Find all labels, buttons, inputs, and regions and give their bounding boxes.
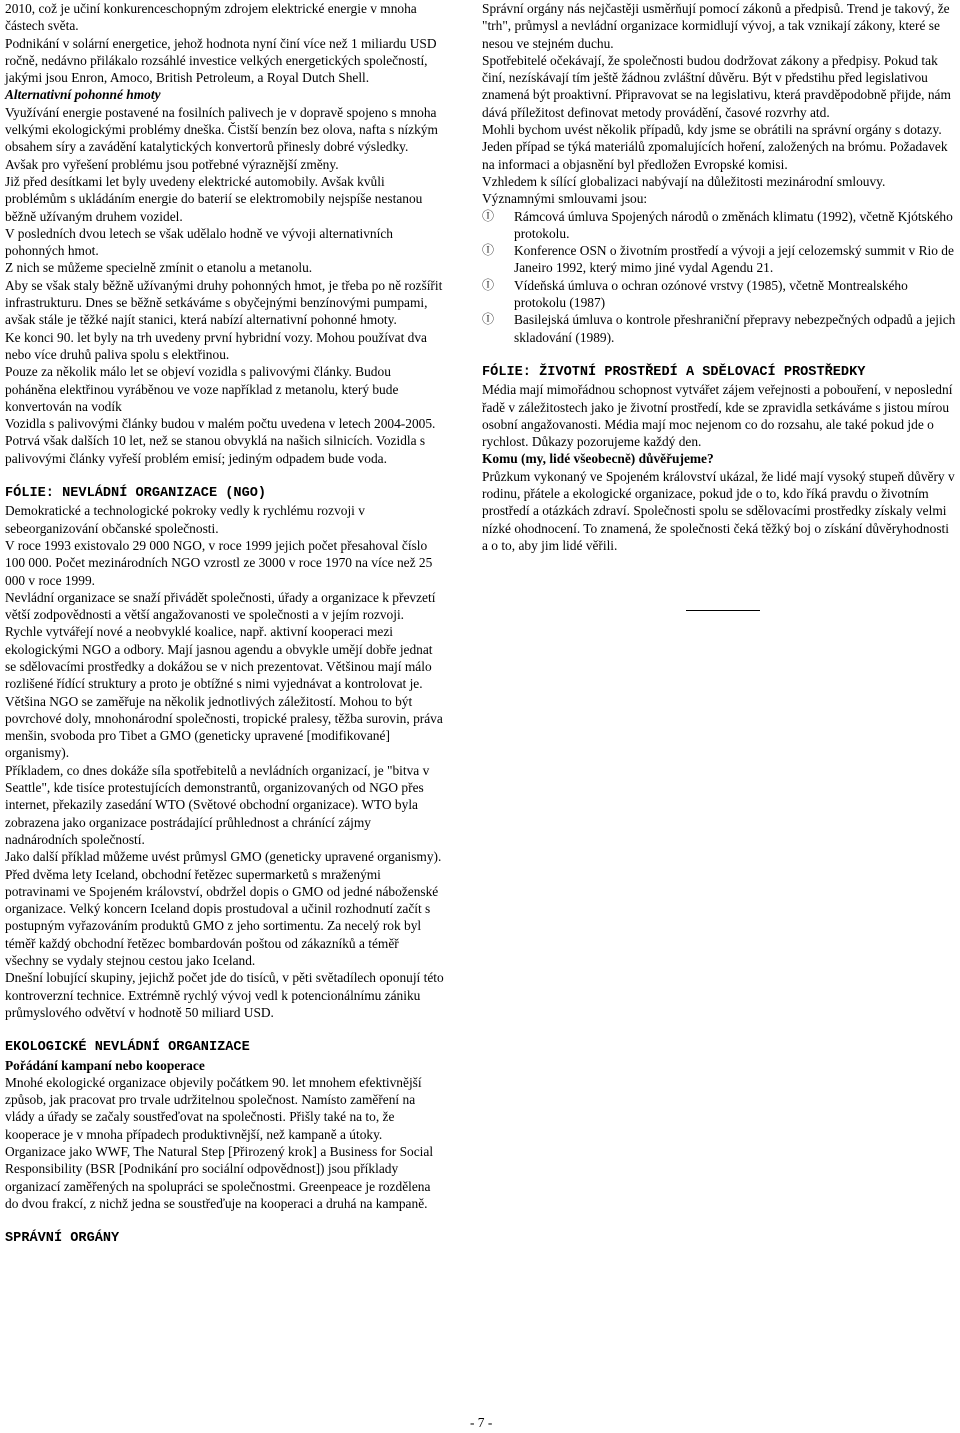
info-bullet-icon: Ⓘ	[482, 277, 495, 292]
paragraph: Významnými smlouvami jsou:	[482, 191, 648, 207]
info-bullet-icon: Ⓘ	[482, 208, 495, 223]
section-heading-media: FÓLIE: ŽIVOTNÍ PROSTŘEDÍ A SDĚLOVACÍ PROSTŘEDKY	[482, 364, 866, 380]
paragraph: Správní orgány nás nejčastěji usměrňují pomocí zákonů a předpisů. Trend je takový, že "trh", průmysl a nevládní organizace kormidlují vývoj, a tak vznikají zákony, které se nesou ve stejném duchu.	[482, 1, 950, 51]
paragraph: Jeden případ se týká materiálů zpomalujících hoření, založených na brómu. Požadavek na informaci a objasnění byl předložen Evropské komisi.	[482, 139, 948, 172]
info-bullet-icon: Ⓘ	[482, 243, 495, 258]
list-item	[482, 208, 956, 243]
paragraph: Demokratické a technologické pokroky vedly k rychlému rozvoji v sebeorganizování občanské společnosti.	[5, 503, 365, 536]
paragraph: Průzkum vykonaný ve Spojeném království ukázal, že lidé mají vysoký stupeň důvěry v rodinu, přátele a ekologické organizace, pokud jde o to, kdo říká pravdu o životním prostředí a otázkách zdraví. Společnosti spolu se sdělovacími prostředky získaly velmi nízké ohodnocení. To znamená, že společnosti čeká těžký boj o získání důvěryhodnosti a o to, aby jim lidé věřili.	[482, 468, 955, 553]
page-number: - 7 -	[470, 1415, 493, 1430]
paragraph: Média mají mimořádnou schopnost vytvářet zájem veřejnosti a pobouření, v neposlední řadě v záležitostech jako je životní prostředí, kde se zpravidla setkáváme s jistou mírou osobní angažovanosti. Média mají moc nejenom co do rozsahu, ale také pokud jde o rychlost. Důkazy pozorujeme každý den.	[482, 382, 953, 450]
info-bullet-icon: Ⓘ	[482, 312, 495, 327]
paragraph: Jako další příklad můžeme uvést průmysl GMO (geneticky upravené organismy). Před dvěma lety Iceland, obchodní řetězec supermarketů s mraženými potravinami ve Spojeném království, obdržel dopis o GMO od jedné náboženské organizace. Velký koncern Iceland dopis prostudoval a učinil rozhodnutí začít s postupným vyřazováním produktů GMO z jeho sortimentu. Za necelý rok byl téměř každý obchodní řetězec bombardován poštou od zákazníků a téměř všechny se vydaly stejnou cestou jako Iceland.	[5, 849, 442, 969]
subheading-trust: Komu (my, lidé všeobecně) důvěřujeme?	[482, 451, 714, 467]
paragraph: Příkladem, co dnes dokáže síla spotřebitelů a nevládních organizací, je "bitva v Seattle", kde tisíce protestujících demonstrantů, organizovaných od NGO přes internet, překazily zasedání WTO (Světové obchodní organizace). WTO byla zobrazena jako organizace postrádající průhlednost a chránící zájmy nadnárodních společností.	[5, 762, 430, 847]
paragraph: Aby se však staly běžně užívanými druhy pohonných hmot, je třeba po ně rozšířit infrastrukturu. Dnes se běžně setkáváme s obyčejnými benzínovými pumpami, avšak stále je těžké najít stanici, která nabízí alternativní pohonné hmoty.	[5, 277, 443, 328]
paragraph: Rychle vytvářejí nové a neobvyklé koalice, např. aktivní kooperaci mezi ekologickými NGO a odbory. Mají jasnou agendu a obvykle umějí dobře jednat se sdělovacími prostředky a dokážou se v nich prezentovat. Většinou mají málo rozlišené řídící struktury a proto je obtížné s nimi vyjednávat a kontrolovat je.	[5, 624, 433, 692]
paragraph: Z nich se můžeme specielně zmínit o etanolu a metanolu.	[5, 260, 313, 276]
paragraph: Většina NGO se zaměřuje na několik jednotlivých záležitostí. Mohou to být povrchové doly, mnohonárodní společnosti, tropické pralesy, těžba surovin, práva menšin, svoboda pro Tibet a GMO (geneticky upravené [modifikované] organismy).	[5, 693, 443, 761]
left-column	[5, 0, 445, 1247]
list-item-text: Vídeňská úmluva o ochran ozónové vrstvy (1985), včetně Montrealského protokolu (1987)	[514, 277, 908, 311]
section-heading-eco-ngo: EKOLOGICKÉ NEVLÁDNÍ ORGANIZACE	[5, 1040, 250, 1056]
list-item	[482, 242, 956, 277]
paragraph: V roce 1993 existovalo 29 000 NGO, v roce 1999 jejich počet přesahoval číslo 100 000. Počet mezinárodních NGO vzrostl ze 3000 v roce 1970 na více než 25 000 v roce 1999.	[5, 537, 433, 588]
paragraph: Dnešní lobující skupiny, jejichž počet jde do tisíců, v pěti světadílech oponují této kontroverzní technice. Extrémně rychlý vývoj vedl k potencionálnímu zániku průmyslového odvětví v hodnotě 50 miliard USD.	[5, 970, 444, 1020]
section-heading-authorities: SPRÁVNÍ ORGÁNY	[5, 1231, 120, 1247]
list-item	[482, 277, 956, 312]
paragraph: Avšak pro vyřešení problému jsou potřebné výraznější změny.	[5, 156, 339, 172]
subheading-campaigns: Pořádání kampaní nebo kooperace	[5, 1057, 205, 1073]
paragraph: Ke konci 90. let byly na trh uvedeny první hybridní vozy. Mohou používat dva nebo více druhů paliva spolu s elektřinou.	[5, 329, 427, 362]
paragraph: Spotřebitelé očekávají, že společnosti budou dodržovat zákony a předpisy. Pokud tak činí, nezískávají tím ještě žádnou zvláštní důvěru. Být v předstihu před legislativou znamená být proaktivní. Připravovat se na legislativu, která pravděpodobně přijde, nám dává příležitost definovat metody provádění, časové rozvrhy atd.	[482, 52, 951, 120]
paragraph: Vzhledem k sílící globalizaci nabývají na důležitosti mezinárodní smlouvy.	[482, 173, 886, 189]
section-heading-alternative-fuels: Alternativní pohonné hmoty	[5, 87, 161, 103]
paragraph: Mohli bychom uvést několik případů, kdy jsme se obrátili na správní orgány s dotazy.	[482, 122, 942, 138]
paragraph: Organizace jako WWF, The Natural Step [Přirozený krok] a Business for Social Responsibility (BSR [Podnikání pro sociální odpovědnost]) jsou příklady organizací zaměřených na spolupráci se společnostmi. Greenpeace je rozdělena do dvou frakcí, z nichž jedna se soustřeďuje na kooperaci a druhá na kampaně.	[5, 1144, 434, 1211]
list-item-text: Basilejská úmluva o kontrole přeshraniční přepravy nebezpečných odpadů a jejich skladování (1989).	[514, 312, 956, 345]
paragraph: Pouze za několik málo let se objeví vozidla s palivovými články. Budou poháněna elektřinou vyráběnou ve voze například z metanolu, který bude konvertován na vodík	[5, 364, 399, 414]
paragraph: 2010, což je učiní konkurenceschopným zdrojem elektrické energie v mnoha částech světa.	[5, 1, 417, 34]
paragraph: Nevládní organizace se snaží přivádět společnosti, úřady a organizace k převzetí větší zodpovědnosti a větší angažovanosti ve společnosti a v jejím rozvoji.	[5, 589, 436, 623]
paragraph: Mnohé ekologické organizace objevily počátkem 90. let mnohem efektivnější způsob, jak pracovat pro trvale udržitelnou společnost. Namísto zaměření na vlády a úřady se začaly soustřeďovat na společnosti. Přišly také na to, že kooperace je v mnoha případech produktivnější, než kampaně a útoky.	[5, 1074, 422, 1142]
paragraph: Využívání energie postavené na fosilních palivech je v dopravě spojeno s mnoha velkými ekologickými problémy dneška. Čistší benzín bez olova, nafta s nízkým obsahem síry a zavádění katalytických konvertorů přinesly dobré výsledky.	[5, 104, 438, 155]
list-item-text: Rámcová úmluva Spojených národů o změnách klimatu (1992), včetně Kjótského protokolu.	[514, 208, 953, 241]
list-item	[482, 311, 956, 346]
paragraph: Vozidla s palivovými články budou v malém počtu uvedena v letech 2004-2005. Potrvá však dalších 10 let, než se stanou obvyklá na našich silnicích. Vozidla s palivovými články vyřeší problém emisí; jediným odpadem bude voda.	[5, 416, 436, 466]
paragraph: Podnikání v solární energetice, jehož hodnota nyní činí více než 1 miliardu USD ročně, nedávno přilákalo rozsáhlé investice velkých energetických společností, jakými jsou Enron, Amoco, British Petroleum, a Royal Dutch Shell.	[5, 35, 437, 86]
paragraph: Již před desítkami let byly uvedeny elektrické automobily. Avšak kvůli problémům s ukládáním energie do baterií se elektromobily nejspíše nestanou běžně užívaným druhem vozidel.	[5, 173, 423, 224]
list-item-text: Konference OSN o životním prostředí a vývoji a její celozemský summit v Rio de Janeiro 1992, který mimo jiné vydal Agendu 21.	[514, 243, 954, 276]
section-divider	[686, 610, 760, 611]
right-column	[482, 0, 956, 554]
paragraph: V posledních dvou letech se však udělalo hodně ve vývoji alternativních pohonných hmot.	[5, 225, 393, 259]
section-heading-ngo: FÓLIE: NEVLÁDNÍ ORGANIZACE (NGO)	[5, 486, 267, 502]
